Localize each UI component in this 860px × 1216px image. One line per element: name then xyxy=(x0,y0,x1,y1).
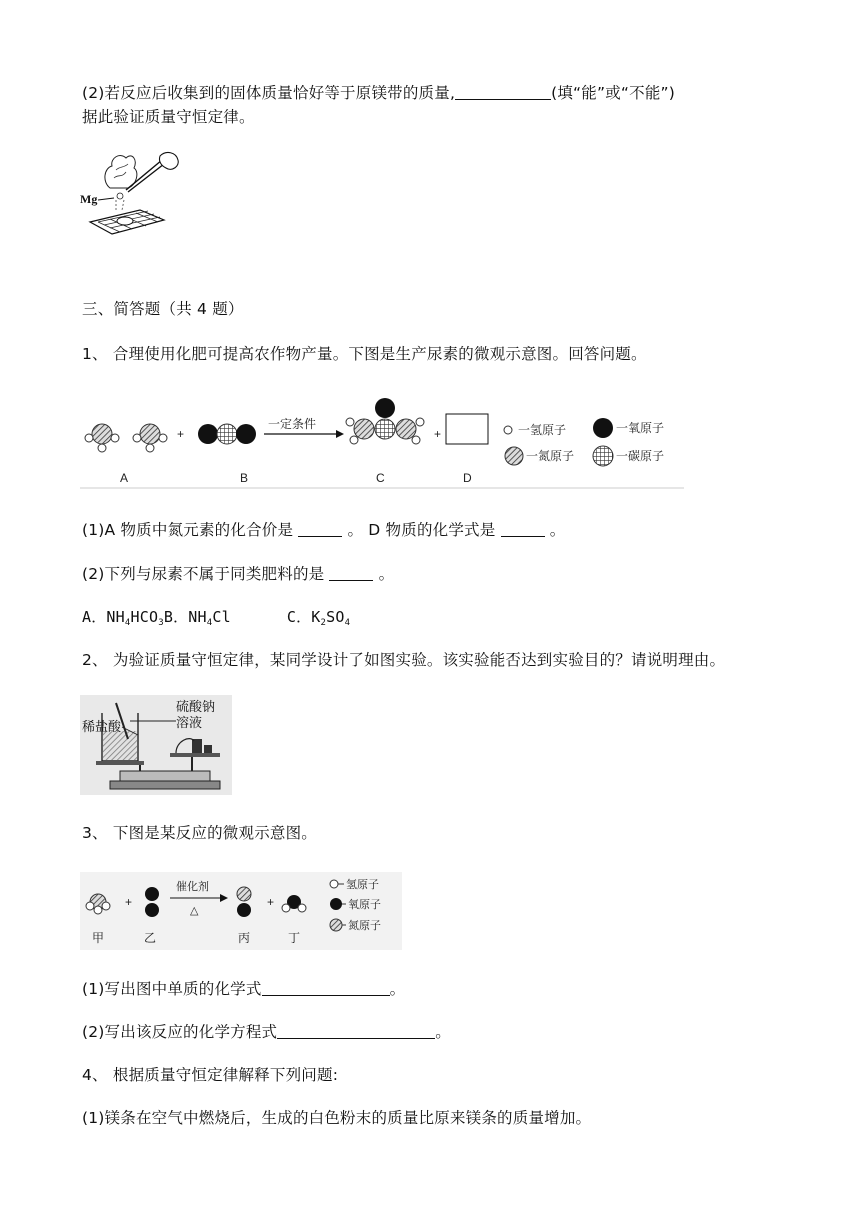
balance-base-top xyxy=(120,771,210,781)
label-solution: 溶液 xyxy=(176,716,203,731)
option-c: C．$K_2SO_4$ xyxy=(286,608,351,628)
question-text-part: 。 xyxy=(389,980,406,998)
label-bing: 丙 xyxy=(238,931,251,945)
catalyst-label: 催化剂 xyxy=(176,880,209,893)
option-a: A．$NH_4HCO_3$ xyxy=(82,608,164,628)
answer-blank xyxy=(329,566,373,581)
question-3-sub2 xyxy=(82,1021,451,1043)
legend-oxygen-symbol xyxy=(593,418,613,438)
label-dilute-hcl: 稀盐酸 xyxy=(82,720,122,735)
flame-smoke xyxy=(105,156,137,188)
plus-sign: + xyxy=(177,427,185,441)
legend-hydrogen-symbol xyxy=(504,426,512,434)
question-1-sub1 xyxy=(82,519,565,541)
question-text-part: 。 D 物质的化学式是 xyxy=(342,521,501,539)
magnesium-burning-figure xyxy=(80,148,190,236)
answer-blank xyxy=(455,85,551,100)
question-text-line2: 据此验证质量守恒定律。 xyxy=(82,108,255,126)
mg-label: Mg xyxy=(80,192,98,206)
molecule-b xyxy=(198,424,256,444)
question-1-options xyxy=(82,606,350,634)
question-1-stem: 1、 合理使用化肥可提高农作物产量。下图是生产尿素的微观示意图。回答问题。 xyxy=(82,345,647,363)
mg-pointer xyxy=(98,198,114,200)
legend-hydrogen-symbol xyxy=(330,880,338,888)
ash-pile xyxy=(117,217,133,225)
molecule-c xyxy=(346,398,424,444)
question-3-stem: 3、 下图是某反应的微观示意图。 xyxy=(82,824,317,842)
urea-reaction-diagram xyxy=(80,392,690,490)
question-text-part: 。 xyxy=(544,521,566,539)
legend-nitrogen: 一氮原子 xyxy=(526,449,575,463)
question-text-part: (1)A 物质中氮元素的化合价是 xyxy=(82,521,299,539)
weight-2 xyxy=(204,745,212,753)
question-4-stem: 4、 根据质量守恒定律解释下列问题: xyxy=(82,1066,339,1084)
legend-hydrogen: 一氢原子 xyxy=(518,423,567,437)
left-pan xyxy=(96,761,144,765)
question-text-part: 。 xyxy=(435,1023,451,1041)
legend-carbon-symbol xyxy=(593,446,613,466)
question-text-part: (2)写出该反应的化学方程式 xyxy=(82,1023,278,1041)
right-pan xyxy=(170,753,220,757)
legend-oxygen: 一氧原子 xyxy=(616,421,665,435)
legend-nitrogen-symbol xyxy=(330,919,342,931)
question-text-part: (填“能”或“不能”) xyxy=(551,84,676,102)
question-2-stem: 2、 为验证质量守恒定律，某同学设计了如图实验。该实验能否达到实验目的？请说明理由。 xyxy=(82,651,726,669)
plus-sign: + xyxy=(125,895,133,909)
legend-oxygen: 氧原子 xyxy=(348,898,381,911)
question-text-part: 。 xyxy=(373,565,395,583)
question-text-part: (1)写出图中单质的化学式 xyxy=(82,980,262,998)
label-sodium-sulfate: 硫酸钠 xyxy=(176,700,216,715)
arrow-head xyxy=(336,430,344,438)
plus-sign: + xyxy=(267,895,275,909)
question-text-part: (2)若反应后收集到的固体质量恰好等于原镁带的质量, xyxy=(82,84,456,102)
molecule-a-1 xyxy=(85,424,119,452)
hand xyxy=(159,153,178,170)
label-d: D xyxy=(463,471,472,485)
plus-sign: + xyxy=(434,427,442,441)
legend-carbon: 一碳原子 xyxy=(616,449,665,463)
legend-oxygen-symbol xyxy=(330,898,342,910)
label-ding: 丁 xyxy=(288,931,301,945)
label-c: C xyxy=(376,471,385,485)
legend-hydrogen: 氢原子 xyxy=(346,878,379,891)
molecule-a-2 xyxy=(133,424,167,452)
label-yi: 乙 xyxy=(144,931,157,945)
option-b: B．$NH_4Cl$ xyxy=(163,608,231,628)
question-3-sub1 xyxy=(82,978,405,1000)
legend-nitrogen-symbol xyxy=(505,447,523,465)
answer-blank xyxy=(262,981,390,996)
section-title: 三、简答题（共 4 题） xyxy=(82,300,244,318)
catalytic-reaction-diagram xyxy=(80,872,402,950)
question-1-sub2 xyxy=(82,563,394,585)
question-text-part: (2)下列与尿素不属于同类肥料的是 xyxy=(82,565,330,583)
heat-symbol: △ xyxy=(190,905,199,917)
question-4-sub1: (1)镁条在空气中燃烧后，生成的白色粉末的质量比原来镁条的质量增加。 xyxy=(82,1109,592,1127)
question-text xyxy=(82,82,675,104)
answer-blank xyxy=(277,1024,435,1039)
label-jia: 甲 xyxy=(92,931,105,945)
legend-nitrogen: 氮原子 xyxy=(348,919,381,932)
answer-blank xyxy=(298,522,342,537)
balance-experiment-figure xyxy=(80,695,232,795)
spark xyxy=(117,193,123,199)
balance-base xyxy=(110,781,220,789)
answer-blank xyxy=(501,522,545,537)
label-a: A xyxy=(120,471,129,485)
label-b: B xyxy=(240,471,249,485)
molecule-d-box xyxy=(446,414,488,444)
beaker-liquid xyxy=(103,731,137,760)
falling-ash xyxy=(116,200,124,210)
reaction-condition: 一定条件 xyxy=(268,417,317,431)
